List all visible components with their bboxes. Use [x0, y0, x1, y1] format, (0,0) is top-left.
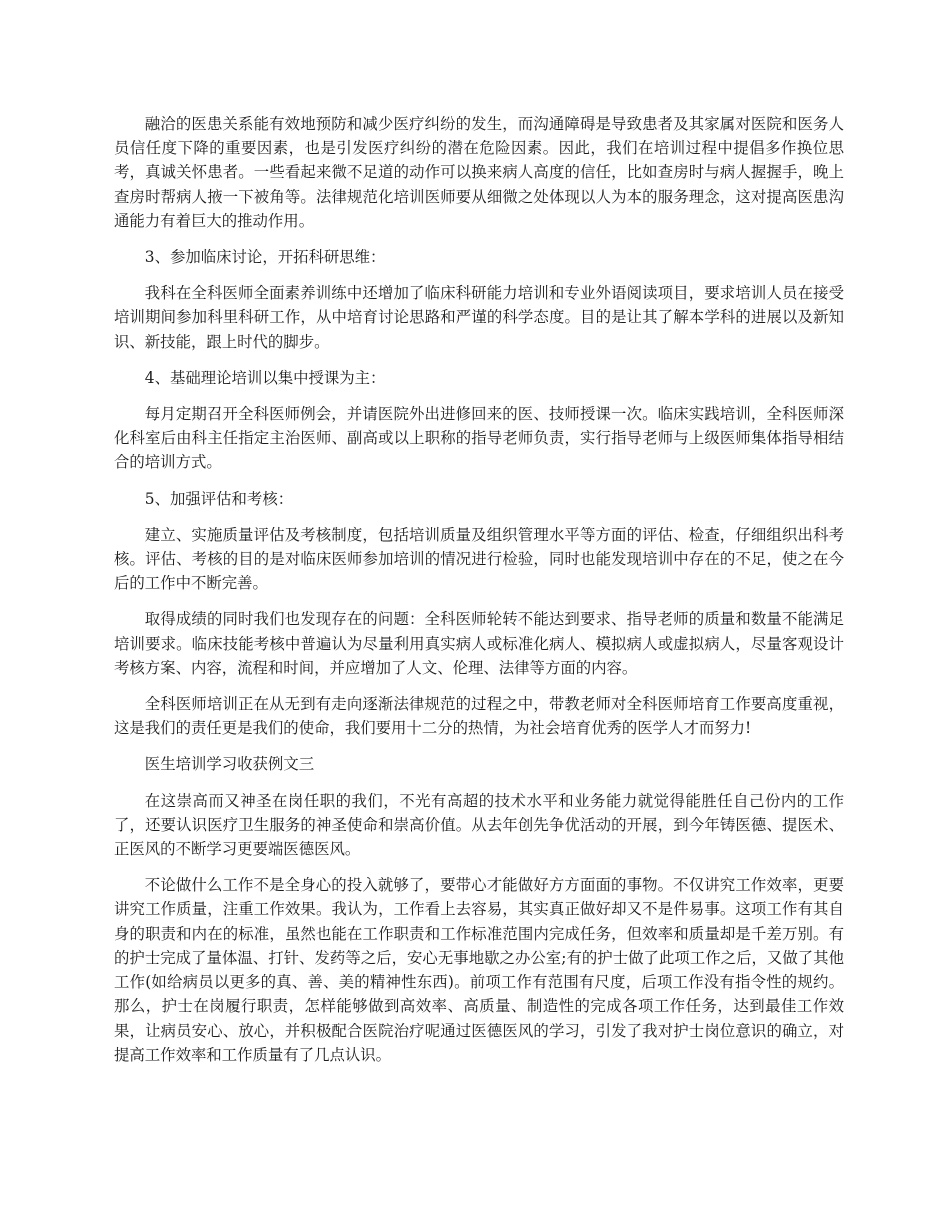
paragraph-quality-evaluation: 建立、实施质量评估及考核制度，包括培训质量及组织管理水平等方面的评估、检查，仔细组织出科考核。评估、考核的目的是对临床医师参加培训的情况进行检验，同时也能发现培训中存在的不足，使之在今后的工作中不断完善。	[114, 525, 844, 593]
paragraph-training-outlook: 全科医师培训正在从无到有走向逐渐法律规范的过程之中，带教老师对全科医师培育工作要高度重视，这是我们的责任更是我们的使命，我们要用十二分的热情，为社会培育优秀的医学人才而努力!	[114, 695, 844, 738]
paragraph-research-training: 我科在全科医师全面素养训练中还增加了临床科研能力培训和专业外语阅读项目，要求培训人员在接受培训期间参加科里科研工作，从中培育讨论思路和严谨的科学态度。目的是让其了解本学科的进展以及新知识、新技能，跟上时代的脚步。	[114, 284, 844, 351]
heading-assessment: 5、加强评估和考核：	[144, 489, 294, 508]
heading-theory-training: 4、基础理论培训以集中授课为主：	[144, 368, 386, 387]
paragraph-problems-found: 取得成绩的同时我们也发现存在的问题：全科医师轮转不能达到要求、指导老师的质量和数量不能满足培训要求。临床技能考核中普遍认为尽量利用真实病人或标准化病人、模拟病人或虚拟病人，尽量客观设计考核方案、内容，流程和时间，并应增加了人文、伦理、法律等方面的内容。	[114, 610, 844, 677]
paragraph-monthly-meetings: 每月定期召开全科医师例会，并请医院外出进修回来的医、技师授课一次。临床实践培训，全科医师深化科室后由科主任指定主治医师、副高或以上职称的指导老师负责，实行指导老师与上级医师集体指导相结合的培训方式。	[114, 405, 844, 472]
paragraph-work-attitude: 不论做什么工作不是全身心的投入就够了，要带心才能做好方方面面的事物。不仅讲究工作效率，更要讲究工作质量，注重工作效果。我认为，工作看上去容易，其实真正做好却又不是件易事。这项工作有其自身的职责和内在的标准，虽然也能在工作职责和工作标准范围内完成任务，但效率和质量却是千差万别。有的护士完成了量体温、打针、发药等之后，安心无事地歇之办公室;有的护士做了此项工作之后，又做了其他工作(如给病员以更多的真、善、美的精神性东西)。前项工作有范围有尺度，后项工作没有指令性的规约。那么，护士在岗履行职责，怎样能够做到高效率、高质量、制造性的完成各项工作任务，达到最佳工作效果，让病员安心、放心，并积极配合医院治疗呢通过医德医风的学习，引发了我对护士岗位意识的确立，对提高工作效率和工作质量有了几点认识。	[114, 876, 844, 1064]
heading-clinical-discussion: 3、参加临床讨论，开拓科研思维：	[144, 248, 386, 267]
section-title-example-three: 医生培训学习收获例文三	[144, 755, 315, 774]
paragraph-doctor-patient-relations: 融洽的医患关系能有效地预防和减少医疗纠纷的发生，而沟通障碍是导致患者及其家属对医院和医务人员信任度下降的重要因素，也是引发医疗纠纷的潜在危险因素。因此，我们在培训过程中提倡多作换位思考，真诚关怀患者。一些看起来微不足道的动作可以换来病人高度的信任，比如查房时与病人握握手，晚上查房时帮病人掖一下被角等。法律规范化培训医师要从细微之处体现以人为本的服务理念，这对提高医患沟通能力有着巨大的推动作用。	[114, 115, 844, 230]
paragraph-mission: 在这崇高而又神圣在岗任职的我们，不光有高超的技术水平和业务能力就觉得能胜任自己份内的工作了，还要认识医疗卫生服务的神圣使命和崇高价值。从去年创先争优活动的开展，到今年铸医德、提医术、正医风的不断学习更要端医德医风。	[114, 791, 844, 859]
document-body	[114, 112, 844, 1079]
